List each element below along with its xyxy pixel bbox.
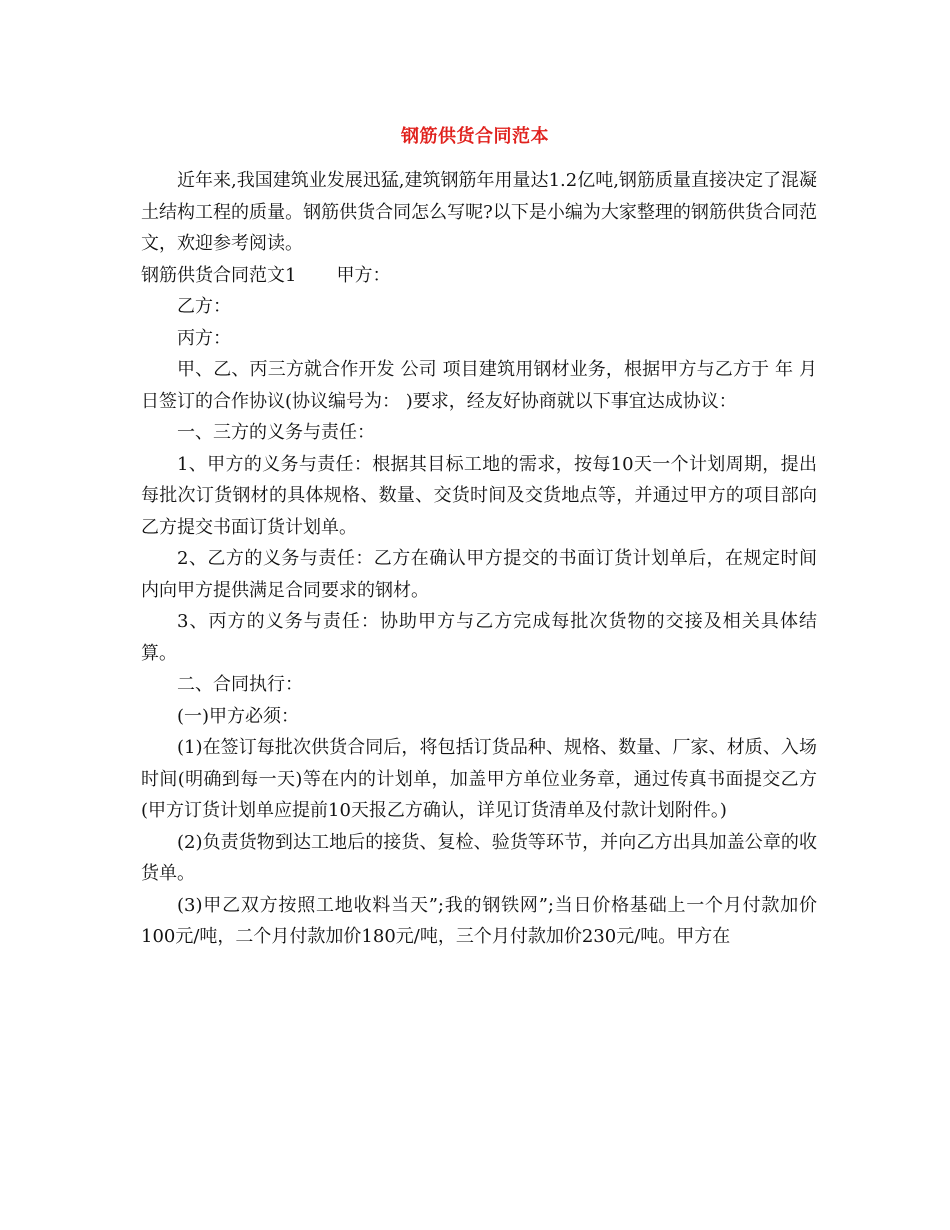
section-heading-execution: 二、合同执行： bbox=[177, 674, 303, 695]
clause-party-c-obligations: 3、丙方的义务与责任：协助甲方与乙方完成每批次货物的交接及相关具体结算。 bbox=[141, 611, 817, 664]
agreement-preamble: 甲、乙、丙三方就合作开发 公司 项目建筑用钢材业务，根据甲方与乙方于 年 月 日签订的合作协议(协议编号为： )要求，经友好协商就以下事宜达成协议： bbox=[141, 359, 817, 412]
section-heading-obligations: 一、三方的义务与责任： bbox=[177, 422, 375, 443]
subsection-party-a-must: (一)甲方必须： bbox=[177, 705, 300, 727]
clause-party-b-obligations: 2、乙方的义务与责任：乙方在确认甲方提交的书面订货计划单后，在规定时间内向甲方提供满足合同要求的钢材。 bbox=[141, 548, 817, 601]
party-c-label: 丙方： bbox=[177, 327, 231, 349]
document-title: 钢筋供货合同范本 bbox=[401, 126, 549, 147]
contract-header-line bbox=[141, 260, 817, 292]
party-b-label: 乙方： bbox=[177, 296, 231, 317]
clause-item-2: (2)负责货物到达工地后的接货、复检、验货等环节，并向乙方出具加盖公章的收货单。 bbox=[141, 831, 817, 884]
clause-party-a-obligations: 1、甲方的义务与责任：根据其目标工地的需求，按每10天一个计划周期，提出每批次订货钢材的具体规格、数量、交货时间及交货地点等，并通过甲方的项目部向乙方提交书面订货计划单。 bbox=[141, 453, 817, 538]
clause-item-3: (3)甲乙双方按照工地收料当天”;我的钢铁网”;当日价格基础上一个月付款加价100元/吨，二个月付款加价180元/吨，三个月付款加价230元/吨。甲方在 bbox=[141, 894, 817, 947]
document-body bbox=[141, 165, 817, 953]
party-a-label: 甲方： bbox=[336, 264, 391, 286]
clause-item-1: (1)在签订每批次供货合同后，将包括订货品种、规格、数量、厂家、材质、入场时间(明确到每一天)等在内的计划单，加盖甲方单位业务章，通过传真书面提交乙方(甲方订货计划单应提前10天报乙方确认，详见订货清单及付款计划附件。) bbox=[141, 737, 817, 821]
intro-paragraph: 近年来,我国建筑业发展迅猛,建筑钢筋年用量达1.2亿吨,钢筋质量直接决定了混凝土结构工程的质量。钢筋供货合同怎么写呢?以下是小编为大家整理的钢筋供货合同范文，欢迎参考阅读。 bbox=[141, 170, 817, 254]
contract-sample-heading: 钢筋供货合同范文1 bbox=[141, 264, 297, 286]
